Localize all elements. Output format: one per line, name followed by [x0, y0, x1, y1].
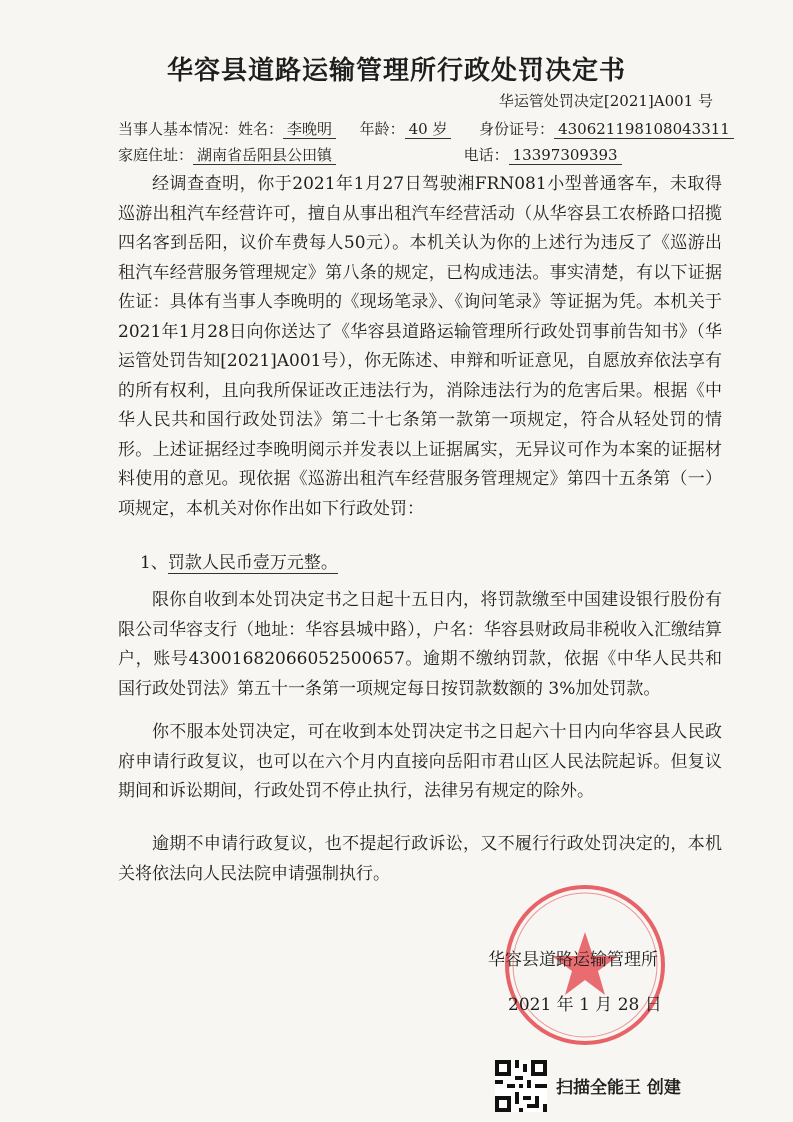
- party-info-line-1: [118, 118, 734, 139]
- scanner-watermark: 扫描全能王 创建: [556, 1078, 681, 1098]
- party-id: 430621198108043311: [554, 120, 734, 139]
- qr-code-icon: [495, 1060, 547, 1112]
- enforcement-paragraph: 逾期不申请行政复议，也不提起行政诉讼，又不履行行政处罚决定的，本机关将依法向人民法院申请强制执行。: [118, 834, 722, 884]
- penalty-item: [140, 548, 338, 573]
- facts-paragraph: 经调查查明，你于2021年1月27日驾驶湘FRN081小型普通客车，未取得巡游出租汽车经营许可，擅自从事出租汽车经营活动（从华容县工农桥路口招揽四名客到岳阳，议价车费每人50元）。本机关认为你的上述行为违反了《巡游出租汽车经营服务管理规定》第八条的规定，已构成违法。事实清楚，有以下证据佐证：具体有当事人李晚明的《现场笔录》、《询问笔录》等证据为凭。本机关于2021年1月28日向你送达了《华容县道路运输管理所行政处罚事前告知书》（华运管处罚告知[2021]A001号），你无陈述、申辩和听证意见，自愿放弃依法享有的所有权利，且向我所保证改正违法行为，消除违法行为的危害后果。根据《中华人民共和国行政处罚法》第二十七条第一款第一项规定，符合从轻处罚的情形。上述证据经过李晚明阅示并发表以上证据属实，无异议可作为本案的证据材料使用的意见。现依据《巡游出租汽车经营服务管理规定》第四十五条第（一）项规定，本机关对你作出如下行政处罚：: [118, 174, 722, 519]
- party-info-line-2: [118, 144, 622, 165]
- payment-paragraph: 限你自收到本处罚决定书之日起十五日内，将罚款缴至中国建设银行股份有限公司华容支行（地址：华容县城中路），户名：华容县财政局非税收入汇缴结算户，账号43001682066052500657。逾期不缴纳罚款，依据《中华人民共和国行政处罚法》第五十一条第一项规定每日按罚款数额的 3%加处罚款。: [118, 590, 722, 699]
- party-address: 湖南省岳阳县公田镇: [193, 146, 336, 165]
- name-label: 姓名：: [238, 120, 284, 138]
- party-phone: 13397309393: [509, 146, 622, 165]
- document-title: 华容县道路运输管理所行政处罚决定书: [166, 56, 626, 86]
- appeal-paragraph: 你不服本处罚决定，可在收到本处罚决定书之日起六十日内向华容县人民政府申请行政复议，也可以在六个月内直接向岳阳市君山区人民法院起诉。但复议期间和诉讼期间，行政处罚不停止执行，法律另有规定的除外。: [118, 722, 722, 801]
- phone-label: 电话：: [463, 146, 509, 164]
- party-name: 李晚明: [283, 120, 336, 139]
- age-label: 年龄：: [359, 120, 405, 138]
- address-label: 家庭住址：: [118, 146, 194, 164]
- penalty-item-text: 罚款人民币壹万元整。: [167, 553, 338, 573]
- signature-date: 2021 年 1 月 28 日: [508, 995, 662, 1015]
- party-label: 当事人基本情况：: [118, 120, 239, 138]
- signature-org: 华容县道路运输管理所: [488, 950, 658, 970]
- party-age: 40 岁: [405, 120, 452, 139]
- penalty-item-number: 1、: [140, 553, 168, 573]
- document-number: 华运管处罚决定[2021]A001 号: [498, 92, 713, 110]
- id-label: 身份证号：: [479, 120, 555, 138]
